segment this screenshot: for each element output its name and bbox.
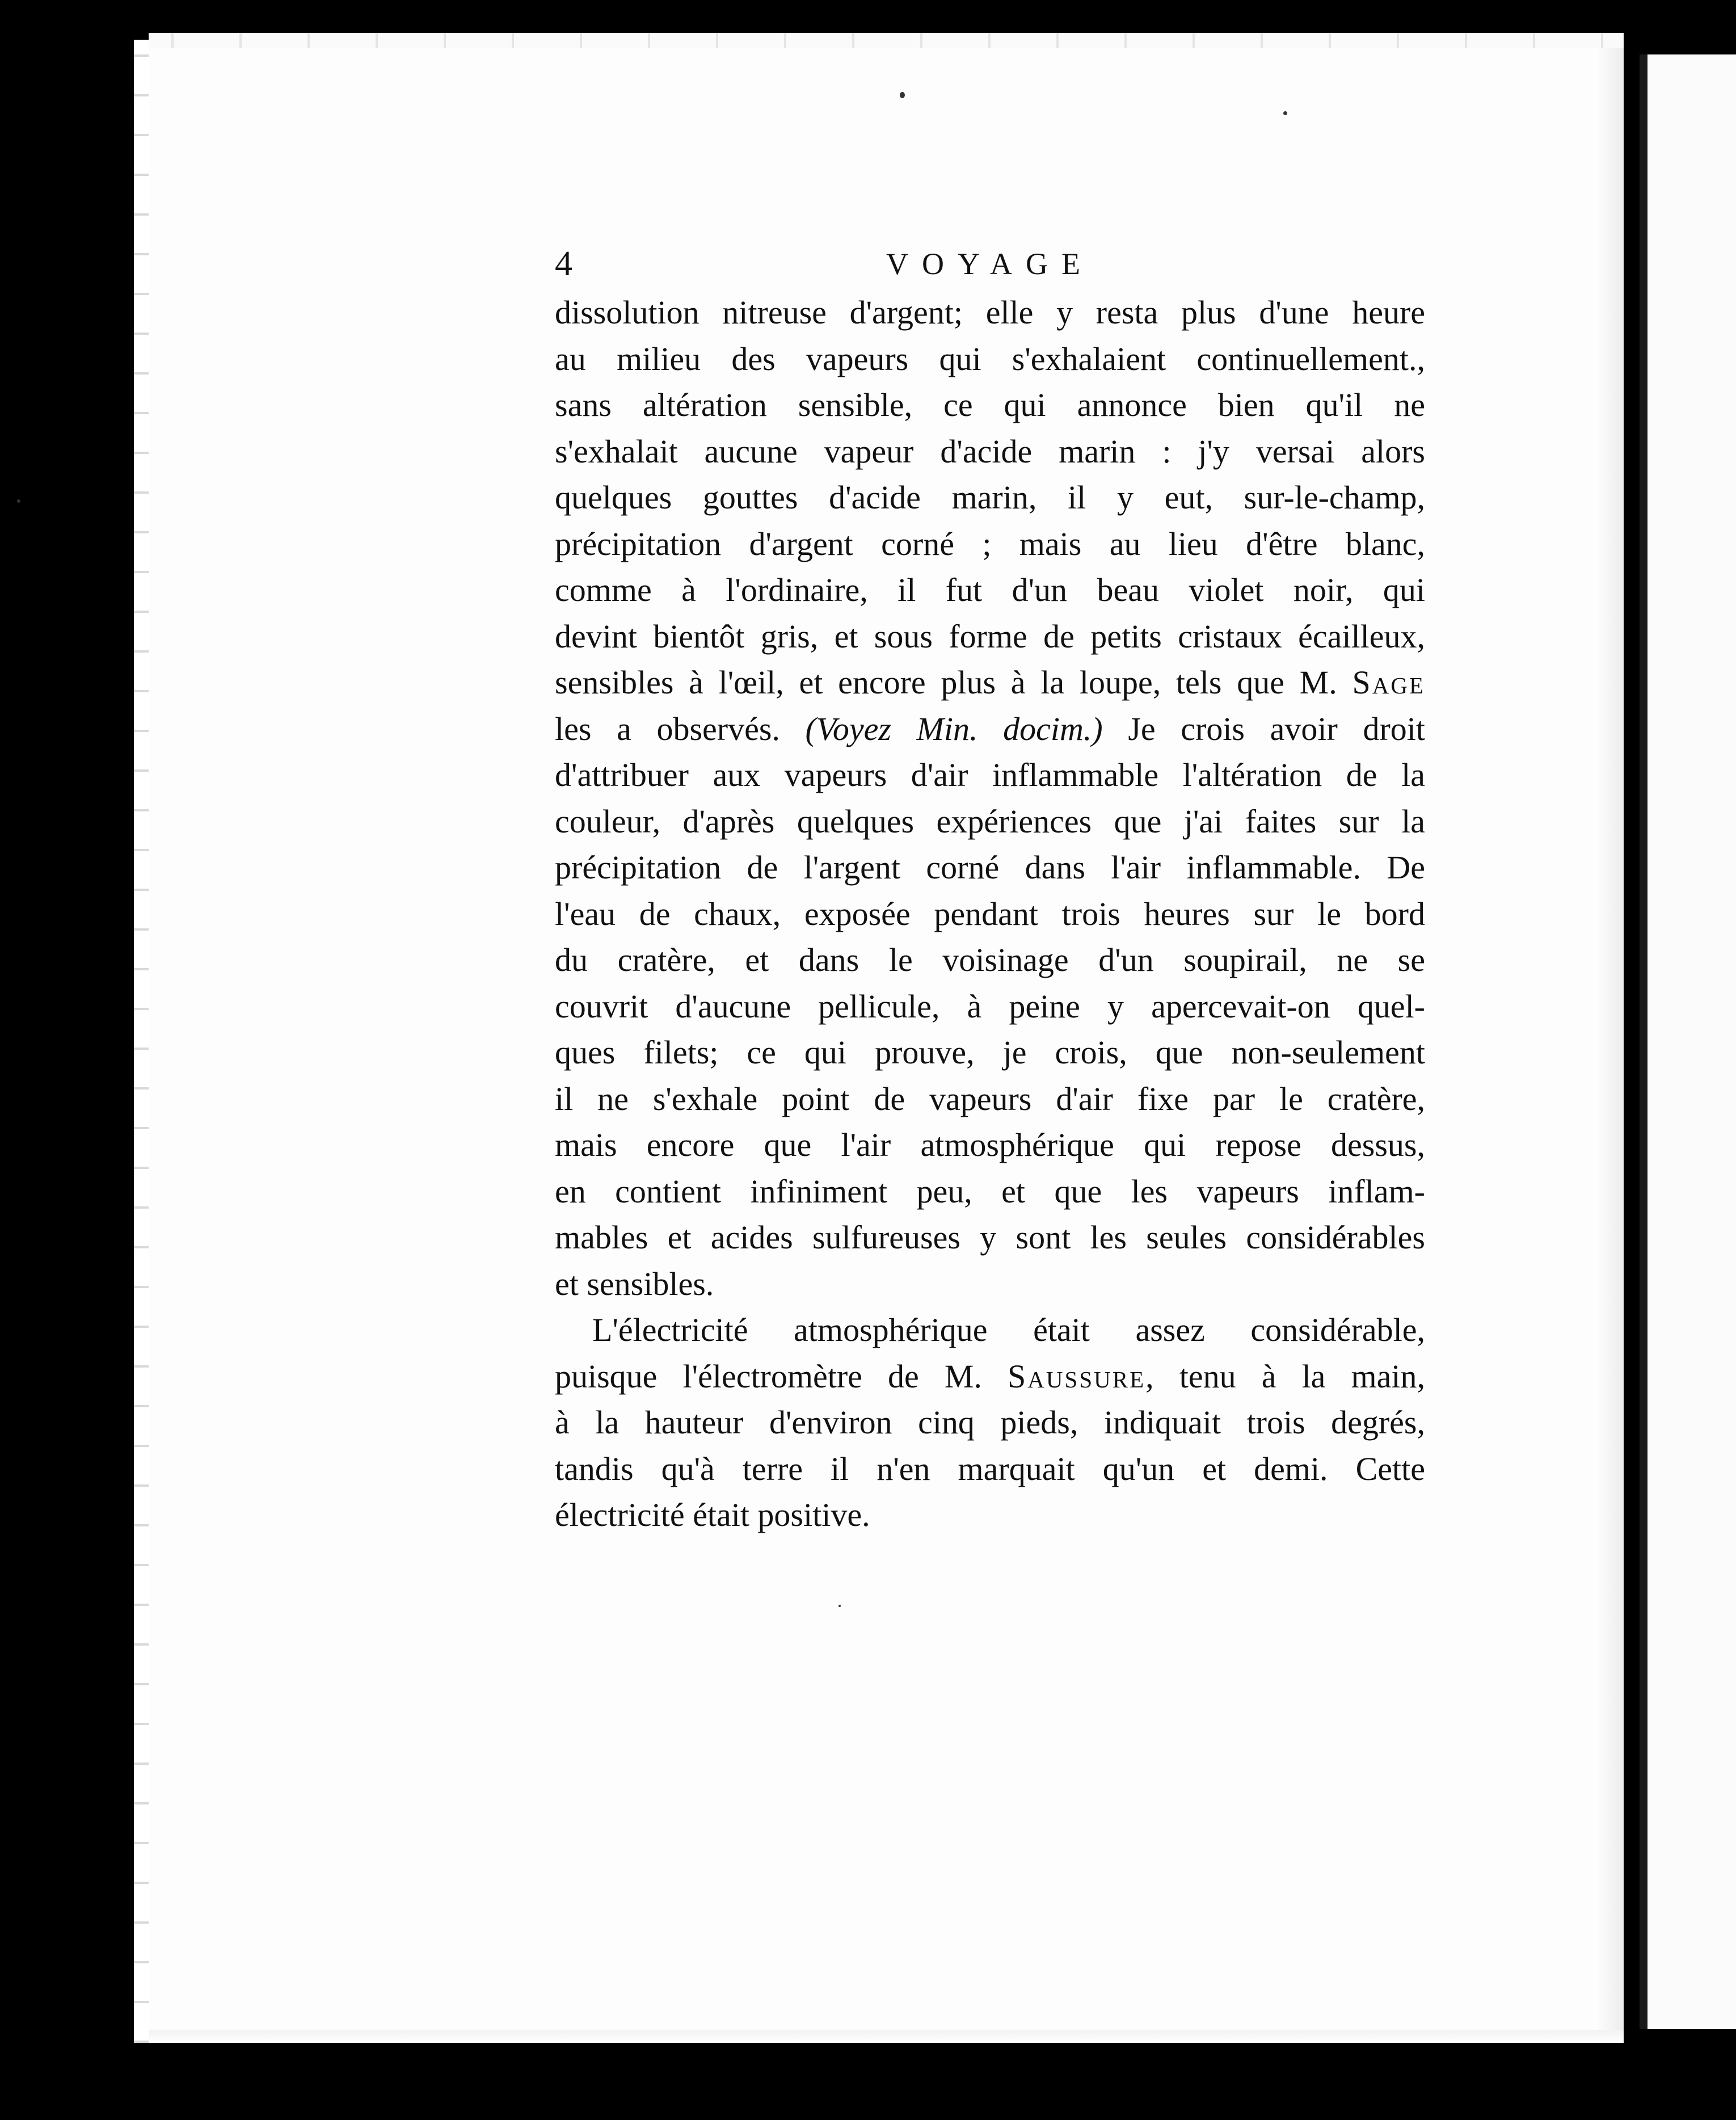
text-line: sans altération sensible, ce qui annonce bien qu'il ne: [555, 386, 1425, 423]
text-line: quelques gouttes d'acide marin, il y eut, sur-le-champ,: [555, 479, 1425, 516]
text-run: puisque l'électromètre de M.: [555, 1357, 982, 1395]
text-line: en contient infiniment peu, et que les vapeurs inflam-: [555, 1172, 1425, 1210]
text-run: les a observés.: [555, 710, 780, 747]
text-line: tandis qu'à terre il n'en marquait qu'un et demi. Cette: [555, 1450, 1425, 1487]
text-line: [555, 1353, 1425, 1400]
text-run: sensibles à l'œil, et encore plus à la loupe, tels que M.: [555, 664, 1337, 701]
gutter-shadow: [1640, 54, 1647, 2029]
page-header: [555, 241, 1425, 287]
ink-speck: [1283, 111, 1287, 115]
text-line: au milieu des vapeurs qui s'exhalaient continuellement.,: [555, 340, 1425, 377]
text-line: électricité était positive.: [555, 1496, 870, 1533]
text-line: d'attribuer aux vapeurs d'air inflammable l'altération de la: [555, 756, 1425, 793]
text-line: devint bientôt gris, et sous forme de petits cristaux écailleux,: [555, 617, 1425, 655]
page-right-shade: [1594, 48, 1624, 2034]
text-line: couvrit d'aucune pellicule, à peine y apercevait-on quel-: [555, 987, 1425, 1025]
text-line: comme à l'ordinaire, il fut d'un beau violet noir, qui: [555, 571, 1425, 608]
text-line: dissolution nitreuse d'argent; elle y resta plus d'une heure: [555, 294, 1425, 331]
text-line: ques filets; ce qui prouve, je crois, que non-seulement: [555, 1034, 1425, 1071]
text-line: à la hauteur d'environ cinq pieds, indiquait trois degrés,: [555, 1404, 1425, 1441]
text-run: Je crois avoir droit: [1128, 710, 1425, 747]
text-line: [555, 659, 1425, 706]
text-line: précipitation d'argent corné ; mais au lieu d'être blanc,: [555, 525, 1425, 562]
page-number: 4: [555, 245, 572, 283]
ink-speck: [17, 499, 20, 503]
text-line: du cratère, et dans le voisinage d'un soupirail, ne se: [555, 941, 1425, 978]
text-line: s'exhalait aucune vapeur d'acide marin : j'y versai alors: [555, 432, 1425, 470]
text-line: précipitation de l'argent corné dans l'air inflammable. De: [555, 849, 1425, 886]
facing-page-edge: [1644, 54, 1736, 2029]
author-name-sage: Sage: [1352, 664, 1425, 701]
citation: (Voyez Min. docim.): [805, 710, 1103, 747]
text-line: il ne s'exhale point de vapeurs d'air fixe par le cratère,: [555, 1080, 1425, 1117]
text-run: , tenu à la main,: [1145, 1357, 1425, 1395]
text-line: [555, 706, 1425, 752]
running-head: VOYAGE: [886, 247, 1094, 281]
body-text: [555, 289, 1425, 1538]
text-line: et sensibles.: [555, 1265, 714, 1302]
author-name-saussure: Saussure: [1008, 1357, 1146, 1395]
paragraph-start-line: L'électricité atmosphérique était assez considérable,: [592, 1311, 1425, 1348]
text-line: couleur, d'après quelques expériences que j'ai faites sur la: [555, 802, 1425, 840]
ink-speck: [900, 92, 905, 98]
text-line: mais encore que l'air atmosphérique qui repose dessus,: [555, 1126, 1425, 1163]
page-bottom-edge: [149, 2030, 1624, 2043]
text-line: mables et acides sulfureuses y sont les seules considérables: [555, 1219, 1425, 1256]
ink-speck: [838, 1605, 841, 1607]
text-line: l'eau de chaux, exposée pendant trois heures sur le bord: [555, 895, 1425, 932]
